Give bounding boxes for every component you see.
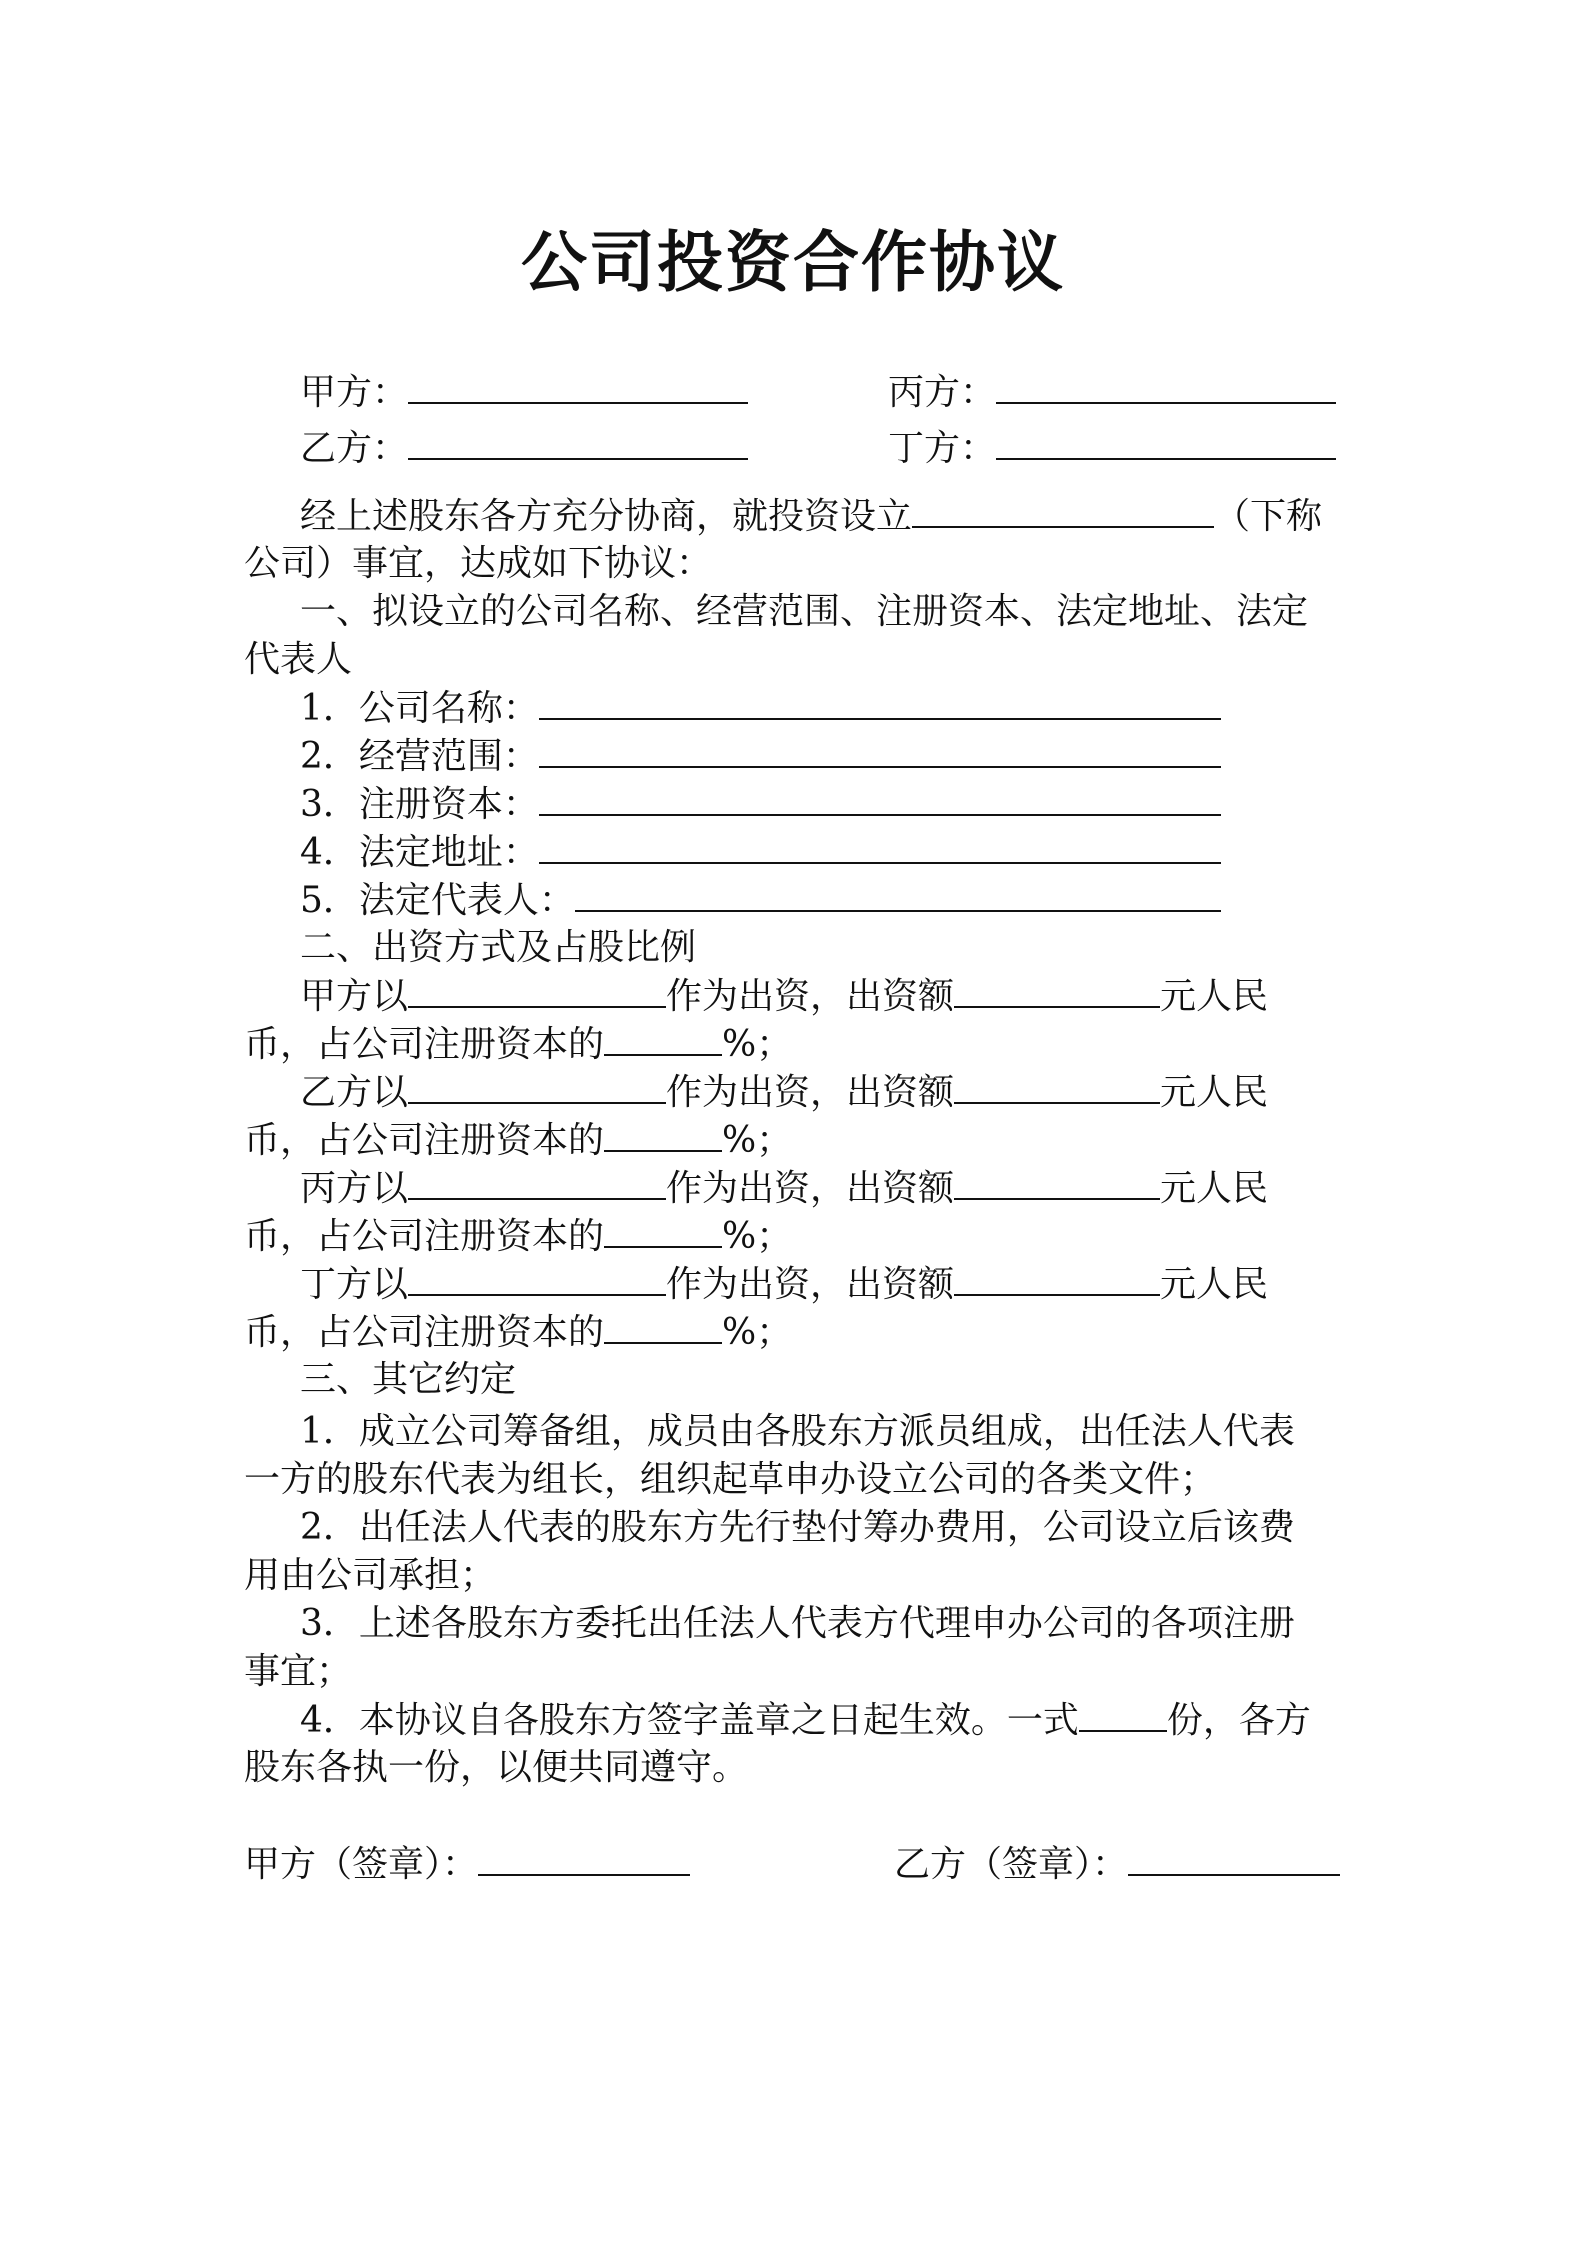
contribution-bing-line-1 [300, 1164, 1268, 1213]
contribution-party: 乙方以 [300, 1072, 409, 1113]
contribution-amount-blank[interactable] [954, 1164, 1160, 1200]
section3-item1-line1: 1．成立公司筹备组，成员由各股东方派员组成，出任法人代表 [300, 1411, 1295, 1452]
section1-heading-cont: 代表人 [244, 639, 353, 680]
share-text: 币，占公司注册资本的 [244, 1216, 605, 1257]
legal-representative-field[interactable] [575, 876, 1221, 912]
registered-capital-item [300, 780, 1221, 829]
contribution-method-blank[interactable] [408, 972, 666, 1008]
section3-item2-line1: 2．出任法人代表的股东方先行垫付筹办费用，公司设立后该费 [300, 1507, 1295, 1548]
contribution-text-end: 元人民 [1160, 1264, 1269, 1305]
copies-count-blank[interactable] [1079, 1696, 1167, 1732]
share-percent-blank[interactable] [604, 1212, 722, 1248]
company-name-item [300, 684, 1221, 733]
item-label: 3．注册资本： [300, 784, 539, 825]
share-text: 币，占公司注册资本的 [244, 1312, 605, 1353]
signature-yi-label: 乙方（签章）： [894, 1844, 1129, 1885]
contribution-yi-line-2 [244, 1116, 792, 1165]
signature-jia-line [244, 1840, 690, 1889]
item-label: 2．经营范围： [300, 736, 539, 777]
contribution-jia-line-1 [300, 972, 1268, 1021]
contribution-method-blank[interactable] [408, 1260, 666, 1296]
party-jia-blank[interactable] [408, 368, 748, 404]
party-yi-blank[interactable] [408, 424, 748, 460]
section3-item4-line1 [300, 1696, 1311, 1745]
section3-item2-line2: 用由公司承担； [244, 1555, 497, 1596]
party-ding-blank[interactable] [996, 424, 1336, 460]
intro-text-suffix: （下称 [1214, 496, 1323, 537]
contribution-party: 甲方以 [300, 976, 409, 1017]
intro-line-2: 公司）事宜，达成如下协议： [244, 543, 713, 584]
percent-sign: %； [722, 1120, 793, 1161]
share-percent-blank[interactable] [604, 1308, 722, 1344]
share-percent-blank[interactable] [604, 1116, 722, 1152]
contribution-text-end: 元人民 [1160, 1168, 1269, 1209]
company-name-blank[interactable] [912, 492, 1214, 528]
legal-address-item [300, 828, 1221, 877]
legal-representative-item [300, 876, 1221, 925]
contribution-method-blank[interactable] [408, 1164, 666, 1200]
section3-heading: 三、其它约定 [300, 1359, 517, 1400]
section2-heading: 二、出资方式及占股比例 [300, 927, 697, 968]
contribution-text: 作为出资，出资额 [666, 976, 955, 1017]
item-label: 1．公司名称： [300, 688, 539, 729]
section1-heading: 一、拟设立的公司名称、经营范围、注册资本、法定地址、法定 [300, 591, 1309, 632]
business-scope-item [300, 732, 1221, 781]
business-scope-field[interactable] [539, 732, 1221, 768]
contribution-text: 作为出资，出资额 [666, 1168, 955, 1209]
percent-sign: %； [722, 1024, 793, 1065]
contribution-yi-line-1 [300, 1068, 1268, 1117]
contribution-party: 丙方以 [300, 1168, 409, 1209]
contribution-ding-line-2 [244, 1308, 792, 1357]
intro-text: 经上述股东各方充分协商，就投资设立 [300, 496, 913, 537]
share-percent-blank[interactable] [604, 1020, 722, 1056]
percent-sign: %； [722, 1312, 793, 1353]
signature-yi-line [894, 1840, 1340, 1889]
party-bing-blank[interactable] [996, 368, 1336, 404]
signature-yi-blank[interactable] [1128, 1840, 1340, 1876]
signature-jia-blank[interactable] [478, 1840, 690, 1876]
contribution-text-end: 元人民 [1160, 976, 1269, 1017]
share-text: 币，占公司注册资本的 [244, 1120, 605, 1161]
section3-item3-line2: 事宜； [244, 1651, 353, 1692]
party-yi-label: 乙方： [300, 428, 409, 469]
item-label: 5．法定代表人： [300, 880, 575, 921]
contribution-amount-blank[interactable] [954, 972, 1160, 1008]
contribution-bing-line-2 [244, 1212, 792, 1261]
contribution-jia-line-2 [244, 1020, 792, 1069]
section3-item1-line2: 一方的股东代表为组长，组织起草申办设立公司的各类文件； [244, 1459, 1217, 1500]
party-bing-label: 丙方： [888, 372, 997, 413]
contribution-text: 作为出资，出资额 [666, 1264, 955, 1305]
contribution-text-end: 元人民 [1160, 1072, 1269, 1113]
contribution-party: 丁方以 [300, 1264, 409, 1305]
share-text: 币，占公司注册资本的 [244, 1024, 605, 1065]
party-yi-line [300, 424, 748, 473]
party-ding-label: 丁方： [888, 428, 997, 469]
company-name-field[interactable] [539, 684, 1221, 720]
party-ding-line [888, 424, 1336, 473]
contribution-amount-blank[interactable] [954, 1260, 1160, 1296]
section3-item4-line2: 股东各执一份，以便共同遵守。 [244, 1747, 749, 1788]
contribution-ding-line-1 [300, 1260, 1268, 1309]
percent-sign: %； [722, 1216, 793, 1257]
party-jia-label: 甲方： [300, 372, 409, 413]
contribution-method-blank[interactable] [408, 1068, 666, 1104]
intro-line-1 [300, 492, 1322, 541]
section3-item3-line1: 3．上述各股东方委托出任法人代表方代理申办公司的各项注册 [300, 1603, 1295, 1644]
contribution-amount-blank[interactable] [954, 1068, 1160, 1104]
item4-text-suffix: 份，各方 [1166, 1700, 1311, 1741]
legal-address-field[interactable] [539, 828, 1221, 864]
party-bing-line [888, 368, 1336, 417]
party-jia-line [300, 368, 748, 417]
item-label: 4．法定地址： [300, 832, 539, 873]
document-title: 公司投资合作协议 [521, 224, 1065, 301]
registered-capital-field[interactable] [539, 780, 1221, 816]
item4-text: 4．本协议自各股东方签字盖章之日起生效。一式 [300, 1700, 1079, 1741]
signature-jia-label: 甲方（签章）： [244, 1844, 479, 1885]
contribution-text: 作为出资，出资额 [666, 1072, 955, 1113]
